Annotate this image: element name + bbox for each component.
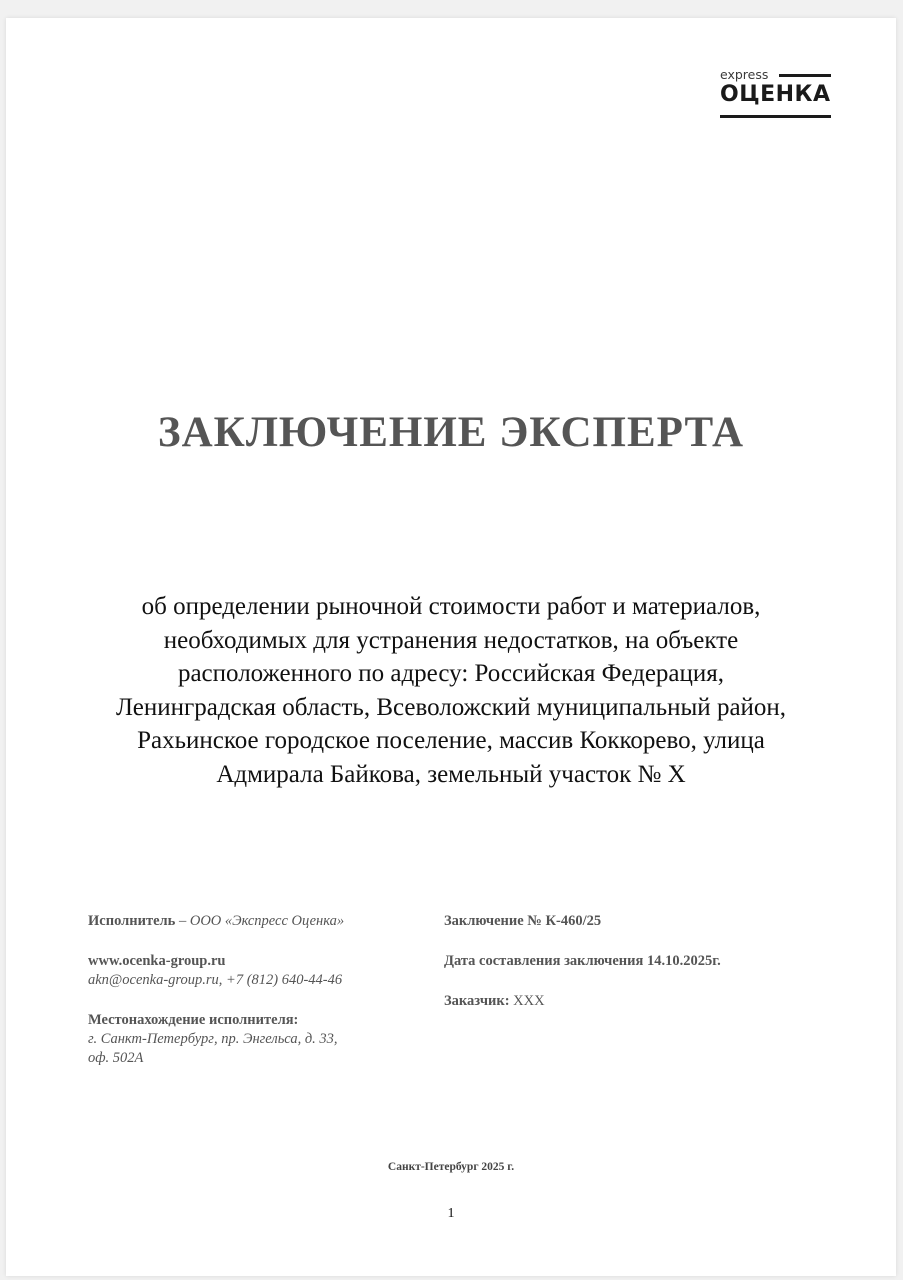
executor-contacts: akn@ocenka-group.ru, +7 (812) 640-44-46 — [88, 972, 343, 988]
executor-location-block — [88, 1011, 418, 1068]
document-page — [6, 18, 896, 1276]
logo-bottom-line — [720, 115, 831, 118]
customer-label: Заказчик: — [444, 993, 510, 1009]
subtitle-line: необходимых для устранения недостатков, на объекте — [163, 626, 739, 654]
footer-city-year: Санкт-Петербург 2025 г. — [387, 1161, 515, 1173]
subtitle-line: об определении рыночной стоимости работ и материалов, — [141, 593, 761, 620]
executor-line — [88, 912, 418, 931]
executor-label: Исполнитель — [88, 913, 176, 929]
executor-location-line1: г. Санкт-Петербург, пр. Энгельса, д. 33, — [88, 1031, 338, 1047]
subtitle-line: Ленинградская область, Всеволожский муниципальный район, — [115, 693, 787, 721]
conclusion-date: Дата составления заключения 14.10.2025г. — [444, 953, 721, 969]
conclusion-info — [444, 912, 844, 1032]
page-number: 1 — [447, 1206, 455, 1221]
conclusion-number: Заключение № К-460/25 — [444, 913, 602, 929]
logo-top-line — [779, 74, 831, 77]
subtitle-line: расположенного по адресу: Российская Федерация, — [177, 660, 725, 687]
executor-info — [88, 912, 418, 1089]
logo-express-text: express — [720, 67, 769, 82]
executor-location-line2: оф. 502А — [88, 1050, 144, 1066]
document-subtitle — [36, 590, 866, 791]
executor-separator: – — [175, 913, 190, 929]
subtitle-line: Адмирала Байкова, земельный участок № X — [216, 760, 686, 788]
logo-main-text: ОЦЕНКА — [720, 82, 831, 107]
executor-location-label: Местонахождение исполнителя: — [88, 1012, 299, 1028]
company-logo — [720, 68, 832, 120]
document-title: ЗАКЛЮЧЕНИЕ ЭКСПЕРТА — [157, 409, 745, 456]
executor-contacts-block — [88, 952, 418, 990]
customer-value: XXX — [509, 993, 545, 1009]
executor-name: ООО «Экспресс Оценка» — [189, 913, 345, 929]
executor-website: www.ocenka-group.ru — [88, 953, 226, 969]
customer-line — [444, 992, 844, 1011]
subtitle-line: Рахьинское городское поселение, массив Коккорево, улица — [137, 727, 765, 754]
